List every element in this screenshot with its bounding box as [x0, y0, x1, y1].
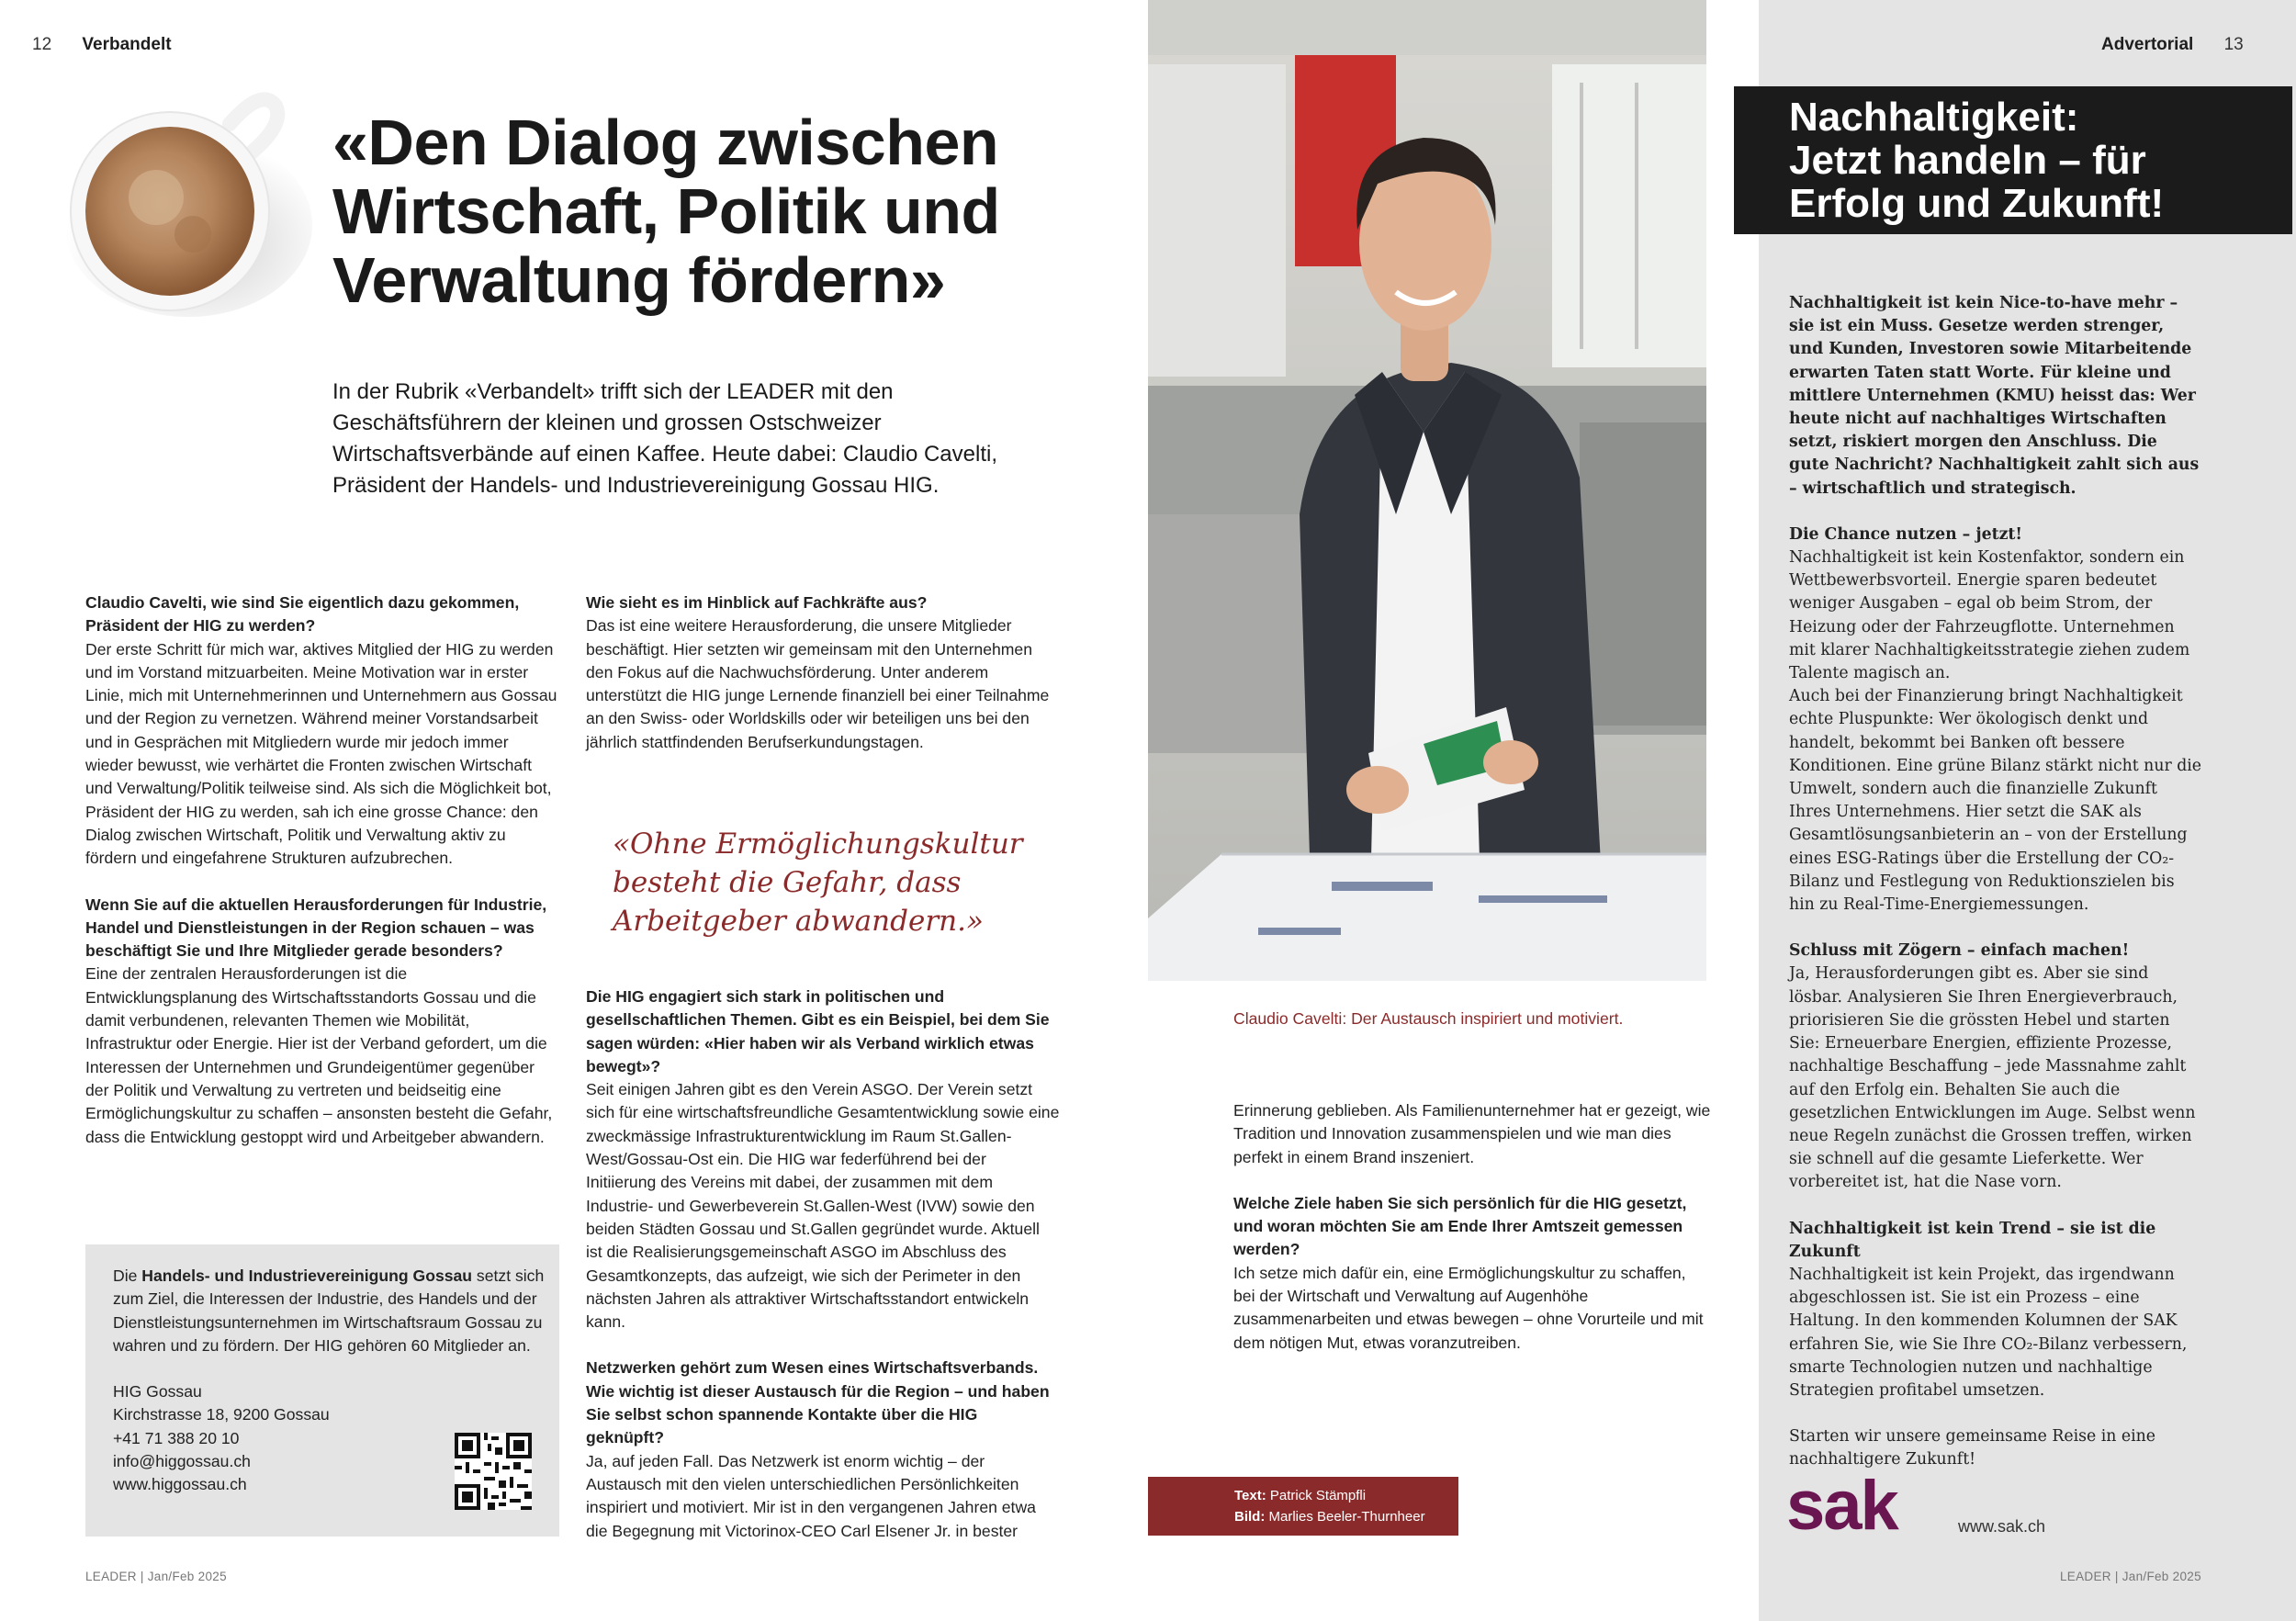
left-section-label: Verbandelt [82, 35, 172, 54]
advertorial-text [1789, 292, 2202, 1495]
right-footer: LEADER | Jan/Feb 2025 [2060, 1570, 2201, 1583]
section-text-2: Auch bei der Finanzierung bringt Nachhaltigkeit echte Pluspunkte: Wer ökologisch denkt und handelt, bekommt bei Banken oft bessere Konditionen. Eine grüne Bilanz stärkt nicht nur die Umwelt, sondern auch die finanzielle Zukunft Ihres Unternehmens. Hier setzt die SAK als Gesamtlösungsanbieterin an – von der Erstellung eines ESG-Ratings über die Erstellung der CO₂-Bilanz und Festlegung von Reduktionszielen bis hin zu Real-Time-Energiemessungen. [1789, 687, 2202, 915]
article-lead: In der Rubrik «Verbandelt» trifft sich der LEADER mit den Geschäftsführern der kleinen und grossen Ostschweizer Wirtschaftsverbände auf einen Kaffee. Heute dabei: Claudio Cavelti, Präsident der Handels- und Industrievereinigung Gossau HIG. [332, 379, 997, 498]
question: Die HIG engagiert sich stark in politischen und gesellschaftlichen Themen. Gibt es ein Beispiel, bei dem Sie sagen würden: «Hier haben wir als Verband wirklich etwas bewegt»? [586, 987, 1050, 1075]
association-intro: Die Handels- und Industrievereinigung Gossau setzt sich zum Ziel, die Interessen der Industrie, des Handels und der Dienstleistungsunternehmen im Wirtschaftsraum Gossau zu wahren und zu fördern. Der HIG gehören 60 Mitglieder an. [113, 1266, 545, 1355]
answer: Der erste Schritt für mich war, aktives Mitglied der HIG zu werden und im Vorstand mitzuarbeiten. Meine Motivation war in erster Linie, mich mit Unternehmerinnen und Unternehmern aus Gossau und der Region zu vernetzen. Während meiner Vorstandsarbeit und in Gesprächen mit Mitgliedern wurde mir jedoch immer wieder bewusst, wie verhärtet die Fronten zwischen Wirtschaft und Verwaltung/Politik teilweise sind. Als sich die Möglichkeit bot, Präsident der HIG zu werden, sah ich eine grosse Chance: den Dialog zwischen Wirtschaft, Politik und Verwaltung aktiv zu fördern und eingefahrene Strukturen aufzubrechen. [85, 639, 557, 868]
contact-address: Kirchstrasse 18, 9200 Gossau [113, 1405, 330, 1424]
question: Wenn Sie auf die aktuellen Herausforderungen für Industrie, Handel und Dienstleistungen in der Region schauen – was beschäftigt Sie und Ihre Mitglieder gerade besonders? [85, 895, 547, 961]
advertorial-section [1789, 940, 2202, 1194]
advertorial-outro: Starten wir unsere gemeinsame Reise in eine nachhaltigere Zukunft! [1789, 1427, 2156, 1469]
qa-block [586, 591, 1060, 754]
advertorial-section [1789, 1218, 2202, 1403]
qa-block [85, 894, 559, 1149]
sak-website-link[interactable]: www.sak.ch [1958, 1517, 2046, 1536]
section-text: Nachhaltigkeit ist kein Kostenfaktor, sondern ein Wettbewerbsvorteil. Energie sparen bedeutet weniger Ausgaben – egal ob beim Strom, der Heizung oder der Fahrzeugflotte. Unternehmen mit klarer Nachhaltigkeitsstrategie ziehen zudem Talente magisch an. [1789, 548, 2190, 683]
article-title: «Den Dialog zwischen Wirtschaft, Politik und Verwaltung fördern» [332, 107, 1000, 316]
article-column-2b [586, 985, 1060, 1566]
advertorial-section [1789, 523, 2202, 917]
advertorial-title: Nachhaltigkeit: Jetzt handeln – für Erfolg und Zukunft! [1789, 95, 2165, 226]
question: Claudio Cavelti, wie sind Sie eigentlich dazu gekommen, Präsident der HIG zu werden? [85, 593, 520, 636]
left-page-header [32, 35, 172, 55]
question: Wie sieht es im Hinblick auf Fachkräfte aus? [586, 593, 928, 612]
answer: Eine der zentralen Herausforderungen ist die Entwicklungsplanung des Wirtschaftsstandorts Gossau und die damit verbundenen, relevanten Themen wie Mobilität, Infrastruktur oder Energie. Hier ist der Verband gefordert, um die Interessen der Unternehmen und Grundeigentümer gegenüber der Politik und Verwaltung zu vertreten und beidseitig eine Ermöglichungskultur zu schaffen – ansonsten besteht die Gefahr, dass die Entwicklung gestoppt wird und Arbeitgeber abwandern. [85, 964, 553, 1146]
answer: Seit einigen Jahren gibt es den Verein ASGO. Der Verein setzt sich für eine wirtschaftsfreundliche Gesamtentwicklung sowie eine zweckmässige Infrastrukturentwicklung im Raum St.Gallen-West/Gossau-Ost ein. Die HIG war federführend bei der Initiierung des Vereins mit dabei, der zusammen mit dem Industrie- und Gewerbeverein St.Gallen-West (IVW) sowie den beiden Städten Gossau und St.Gallen gegründet wurde. Aktuell ist die Realisierungsgemeinschaft ASGO im Abschluss des Gesamtkonzepts, das aufzeigt, wie sich der Perimeter in den nächsten Jahren als attraktiver Wirtschaftsstandort entwickeln kann. [586, 1080, 1060, 1332]
qa-block [1233, 1192, 1711, 1355]
left-footer: LEADER | Jan/Feb 2025 [85, 1570, 227, 1583]
qa-block [85, 591, 559, 871]
advertorial-title-box [1734, 86, 2292, 234]
right-page-header [2101, 35, 2244, 55]
question: Netzwerken gehört zum Wesen eines Wirtschaftsverbands. Wie wichtig ist dieser Austausch für die Region – und haben Sie selbst schon spannende Kontakte über die HIG geknüpft? [586, 1358, 1050, 1447]
contact-website[interactable]: www.higgossau.ch [113, 1475, 247, 1494]
right-section-label: Advertorial [2101, 35, 2194, 54]
article-column-1 [85, 591, 559, 1172]
question: Welche Ziele haben Sie sich persönlich für die HIG gesetzt, und woran möchten Sie am Ende Ihrer Amtszeit gemessen werden? [1233, 1193, 1687, 1259]
contact-email[interactable]: info@higgossau.ch [113, 1452, 251, 1471]
credit-photo-label: Bild: [1234, 1509, 1266, 1525]
section-heading: Schluss mit Zögern – einfach machen! [1789, 941, 2130, 961]
contact-phone: +41 71 388 20 10 [113, 1428, 240, 1447]
association-info-box [85, 1244, 559, 1537]
answer: Ich setze mich dafür ein, eine Ermöglichungskultur zu schaffen, bei der Wirtschaft und Verwaltung auf Augenhöhe zusammenarbeiten und etwas bewegen – ohne Vorurteile und mit dem nötigen Mut, etwas voranzutreiben. [1233, 1263, 1704, 1352]
qa-block [586, 985, 1060, 1334]
continued-answer: Erinnerung geblieben. Als Familienunternehmer hat er gezeigt, wie Tradition und Innovation zusammenspielen und wie man dies perfekt in einem Brand inszeniert. [1233, 1101, 1711, 1166]
coffee-cup-icon [64, 87, 321, 326]
portrait-photo [1148, 0, 1706, 981]
person-portrait-icon [1148, 0, 1706, 981]
pull-quote: «Ohne Ermöglichungskultur besteht die Gefahr, dass Arbeitgeber abwandern.» [613, 827, 1023, 938]
qr-code-icon[interactable] [455, 1433, 532, 1510]
credit-box [1148, 1477, 1458, 1536]
section-heading: Die Chance nutzen – jetzt! [1789, 524, 2022, 544]
sak-logo[interactable]: sak [1786, 1467, 1897, 1545]
association-name: Handels- und Industrievereinigung Gossau [141, 1266, 473, 1285]
credit-text-label: Text: [1234, 1488, 1266, 1503]
answer: Das ist eine weitere Herausforderung, die unsere Mitglieder beschäftigt. Hier setzten wir gemeinsam mit den Unternehmen den Fokus auf die Nachwuchsförderung. Unter anderem unterstützt die HIG junge Lernende finanziell bei einer Teilnahme an den Swiss- oder Worldskills oder wir beteiligen uns bei den jährlich stattfindenden Berufserkundungstagen. [586, 616, 1050, 751]
contact-name: HIG Gossau [113, 1382, 202, 1401]
section-text: Ja, Herausforderungen gibt es. Aber sie sind lösbar. Analysieren Sie Ihren Energieverbrauch, priorisieren Sie die grössten Hebel und starten Sie: Erneuerbare Energien, effiziente Prozesse, nachhaltige Beschaffung – jede Massnahme zahlt auf den Erfolg ein. Behalten Sie auch die gesetzlichen Entwicklungen im Auge. Selbst wenn neue Regeln zunächst die Grossen treffen, wirken sie schnell auf die gesamte Lieferkette. Wer vorbereitet ist, hat die Nase vorn. [1789, 964, 2196, 1192]
section-text: Nachhaltigkeit ist kein Projekt, das irgendwann abgeschlossen ist. Sie ist ein Prozess – eine Haltung. In den kommenden Kolumnen der SAK erfahren Sie, wie Sie Ihre CO₂-Bilanz verbessern, smarte Technologien nutzen und nachhaltige Strategien profitabel umsetzen. [1789, 1265, 2188, 1400]
credit-photo-author: Marlies Beeler-Thurnheer [1268, 1509, 1425, 1525]
qa-block [586, 1356, 1060, 1542]
answer: Ja, auf jeden Fall. Das Netzwerk ist enorm wichtig – der Austausch mit den vielen unterschiedlichen Persönlichkeiten inspiriert und motiviert. Mir ist in den vergangenen Jahren etwa die Begegnung mit Victorinox-CEO Carl Elsener Jr. in bester [586, 1451, 1036, 1540]
article-column-3 [1233, 1099, 1711, 1378]
article-column-2a [586, 591, 1060, 777]
credit-text-author: Patrick Stämpfli [1269, 1488, 1367, 1503]
advertorial-intro: Nachhaltigkeit ist kein Nice-to-have mehr – sie ist ein Muss. Gesetze werden strenger, und Kunden, Investoren sowie Mitarbeitende erwarten Taten statt Worte. Für kleine und mittlere Unternehmen (KMU) heisst das: Wer heute nicht auf nachhaltiges Wirtschaften setzt, riskiert morgen den Anschluss. Die gute Nachricht? Nachhaltigkeit zahlt sich aus – wirtschaftlich und strategisch. [1789, 294, 2200, 498]
section-heading: Nachhaltigkeit ist kein Trend – sie ist die Zukunft [1789, 1219, 2156, 1261]
right-page-number: 13 [2223, 35, 2244, 54]
left-page-number: 12 [32, 35, 52, 54]
photo-caption: Claudio Cavelti: Der Austausch inspiriert und motiviert. [1233, 1009, 1624, 1028]
